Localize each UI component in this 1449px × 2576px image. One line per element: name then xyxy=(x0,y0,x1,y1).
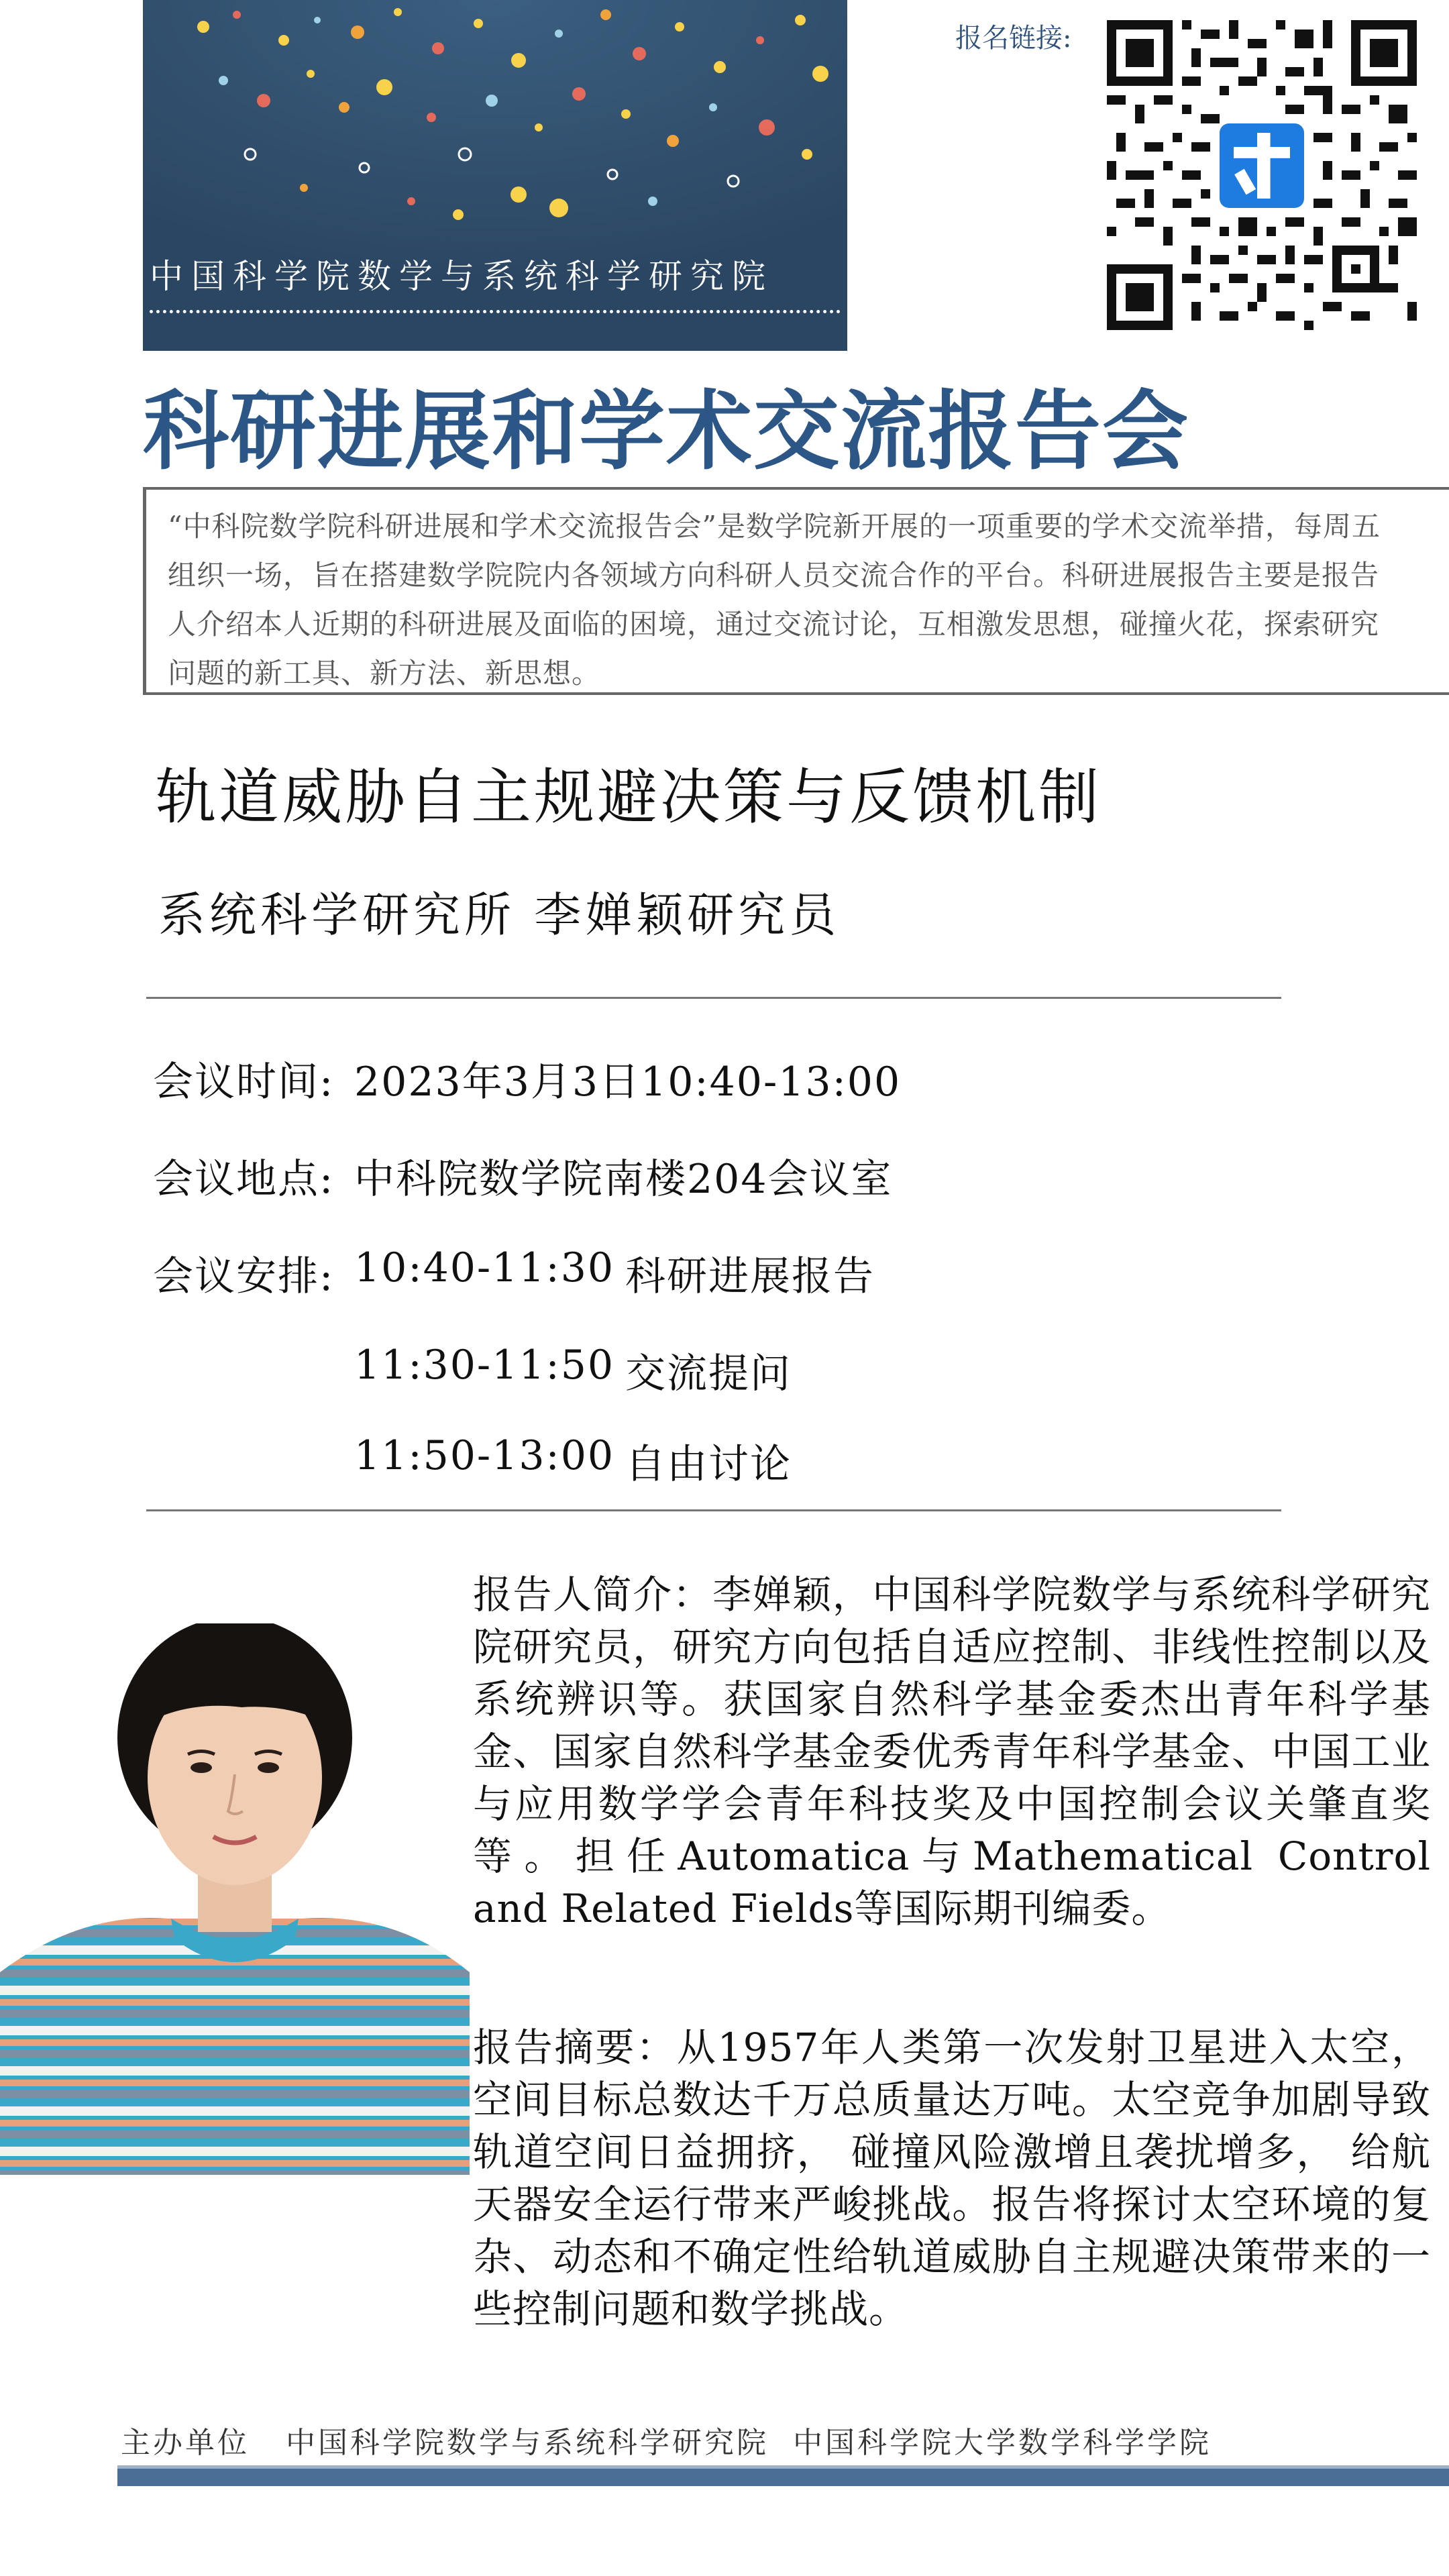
organizer-name: 中国科学院大学数学科学学院 xyxy=(792,2426,1212,2460)
organizers-line xyxy=(121,2418,1212,2461)
organizer-label: 主办单位 xyxy=(121,2426,250,2460)
organizer-name: 中国科学院数学与系统科学研究院 xyxy=(285,2426,769,2460)
agenda-item: 交流提问 xyxy=(625,1350,792,1397)
divider xyxy=(146,997,1281,999)
agenda-item: 科研进展报告 xyxy=(625,1253,875,1300)
page-title: 科研进展和学术交流报告会 xyxy=(143,382,1190,482)
divider xyxy=(146,1509,1281,1511)
meeting-place-label: 会议地点: xyxy=(153,1156,335,1203)
speaker-bio: 报告人简介：李婵颖，中国科学院数学与系统科学研究院研究员，研究方向包括自适应控制、非线性控制以及系统辨识等。获国家自然科学基金委杰出青年科学基金、国家自然科学基金委优秀青年科学基金、中国工业与应用数学学会青年科技奖及中国控制会议关肇直奖等。担任Automatica与Mathematical Control and Related Fields等国际期刊编委。 xyxy=(473,1572,1431,1931)
header-banner xyxy=(143,0,847,351)
banner-dotted-divider xyxy=(150,310,841,313)
footer-bar xyxy=(117,2469,1449,2486)
registration-link-label: 报名链接: xyxy=(955,23,1072,54)
speaker-photo xyxy=(0,1623,470,2175)
meeting-agenda-label: 会议安排: xyxy=(153,1253,335,1300)
meeting-time-label: 会议时间: xyxy=(153,1059,335,1106)
intro-paragraph: “中科院数学院科研进展和学术交流报告会”是数学院新开展的一项重要的学术交流举措，每周五组织一场，旨在搭建数学院院内各领域方向科研人员交流合作的平台。科研进展报告主要是报告人介绍本人近期的科研进展及面临的困境，通过交流讨论，互相激发思想，碰撞火花，探索研究问题的新工具、新方法、新思想。 xyxy=(168,510,1381,690)
confetti-decoration xyxy=(143,0,847,351)
registration-qr-code[interactable] xyxy=(1107,20,1417,330)
speaker-affiliation: 系统科学研究所 李婵颖研究员 xyxy=(158,888,841,943)
agenda-item: 自由讨论 xyxy=(625,1441,792,1488)
banner-institute-name: 中国科学院数学与系统科学研究院 xyxy=(150,257,773,296)
meeting-place-value: 中科院数学院南楼204会议室 xyxy=(354,1156,893,1203)
talk-abstract: 报告摘要：从1957年人类第一次发射卫星进入太空，空间目标总数达千万总质量达万吨。太空竞争加剧导致轨道空间日益拥挤， 碰撞风险激增且袭扰增多， 给航天器安全运行带来严峻挑战。报告将探讨太空环境的复杂、动态和不确定性给轨道威胁自主规避决策带来的一些控制问题和数学挑战。 xyxy=(473,2025,1431,2332)
agenda-time: 11:50-13:00 xyxy=(354,1432,615,1479)
talk-title: 轨道威胁自主规避决策与反馈机制 xyxy=(156,762,1102,833)
meeting-time-value: 2023年3月3日10:40-13:00 xyxy=(354,1059,902,1106)
agenda-time: 11:30-11:50 xyxy=(354,1342,615,1389)
agenda-time: 10:40-11:30 xyxy=(354,1244,615,1291)
